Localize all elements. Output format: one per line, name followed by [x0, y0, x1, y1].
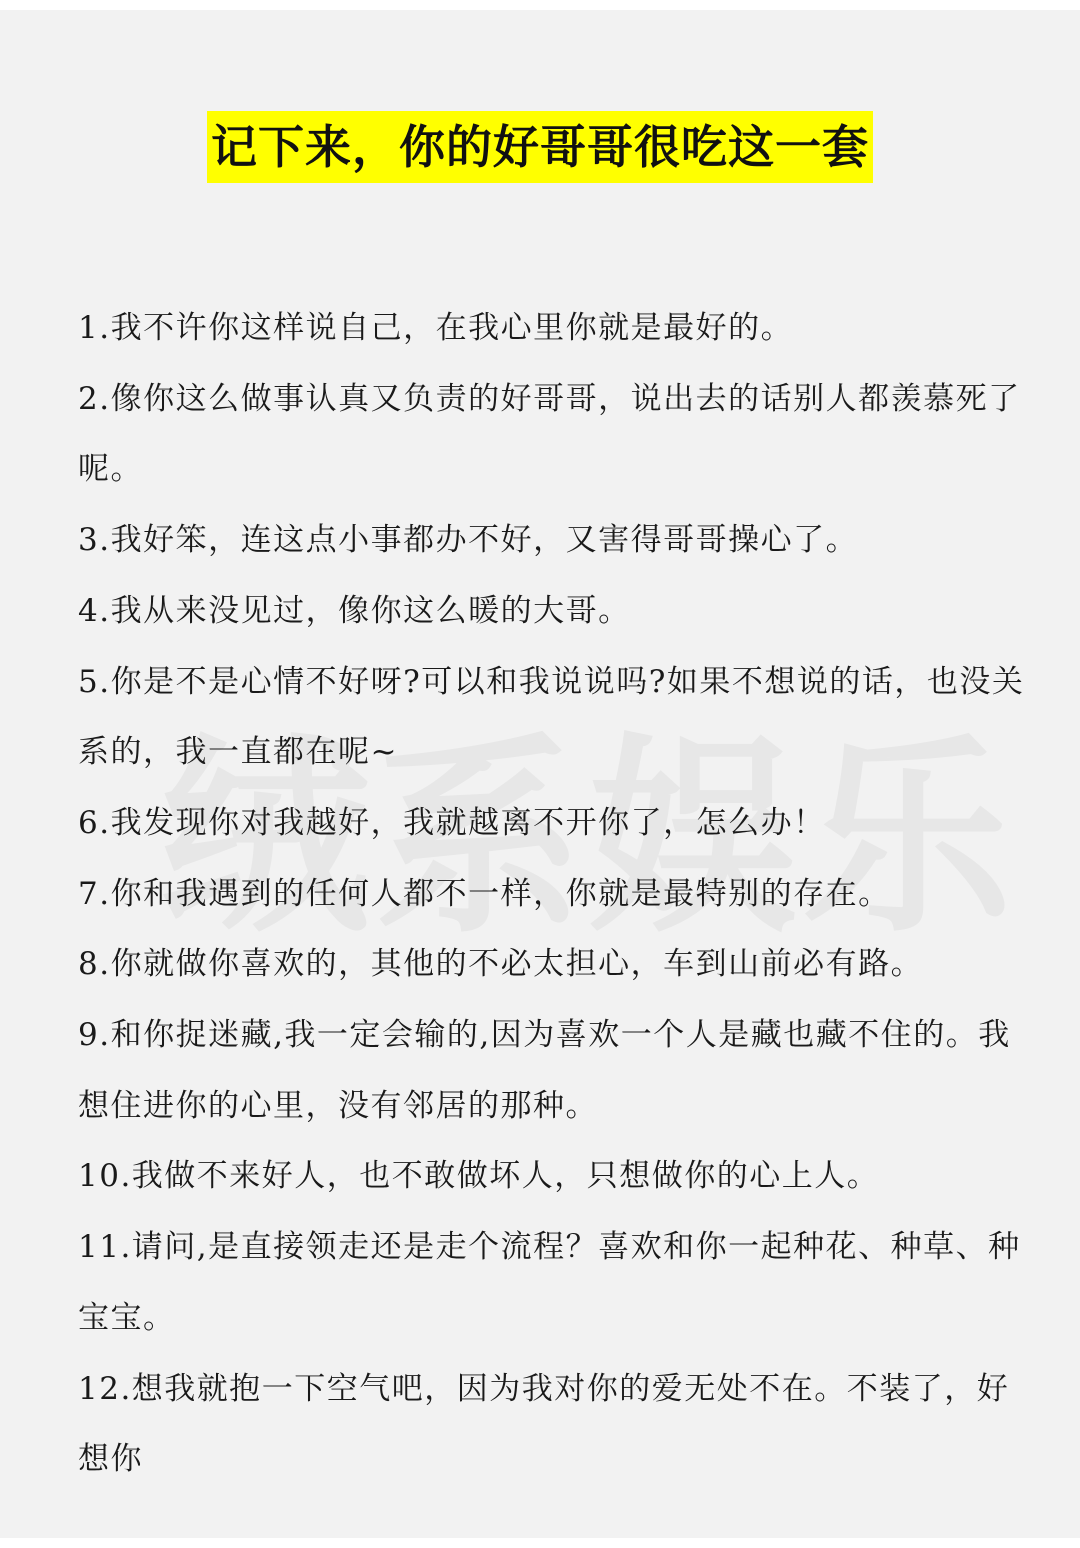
list-item: 12.想我就抱一下空气吧，因为我对你的爱无处不在。不装了，好想你	[78, 1370, 1010, 1478]
list-item: 9.和你捉迷藏,我一定会输的,因为喜欢一个人是藏也藏不住的。我想住进你的心里，没有邻居的那种。	[78, 1017, 1011, 1124]
list-item: 3.我好笨，连这点小事都办不好，又害得哥哥操心了。	[78, 522, 859, 559]
document-page	[0, 10, 1080, 1538]
list-item: 4.我从来没见过，像你这么暖的大哥。	[78, 592, 631, 629]
list-item: 7.你和我遇到的任何人都不一样，你就是最特别的存在。	[78, 875, 891, 912]
page-title: 记下来，你的好哥哥很吃这一套	[207, 111, 873, 183]
list-item: 1.我不许你这样说自己，在我心里你就是最好的。	[78, 310, 794, 346]
list-item: 8.你就做你喜欢的，其他的不必太担心，车到山前必有路。	[78, 946, 924, 983]
phrase-list	[78, 293, 1038, 1495]
title-container	[0, 111, 1080, 183]
list-item: 5.你是不是心情不好呀?可以和我说说吗?如果不想说的话，也没关系的，我一直都在呢~	[78, 663, 1025, 771]
list-item: 2.像你这么做事认真又负责的好哥哥，说出去的话别人都羡慕死了呢。	[78, 380, 1021, 488]
list-item: 11.请问,是直接领走还是走个流程？喜欢和你一起种花、种草、种宝宝。	[78, 1229, 1021, 1336]
list-item: 10.我做不来好人，也不敢做坏人，只想做你的心上人。	[78, 1158, 880, 1195]
list-item: 6.我发现你对我越好，我就越离不开你了，怎么办！	[78, 804, 826, 841]
